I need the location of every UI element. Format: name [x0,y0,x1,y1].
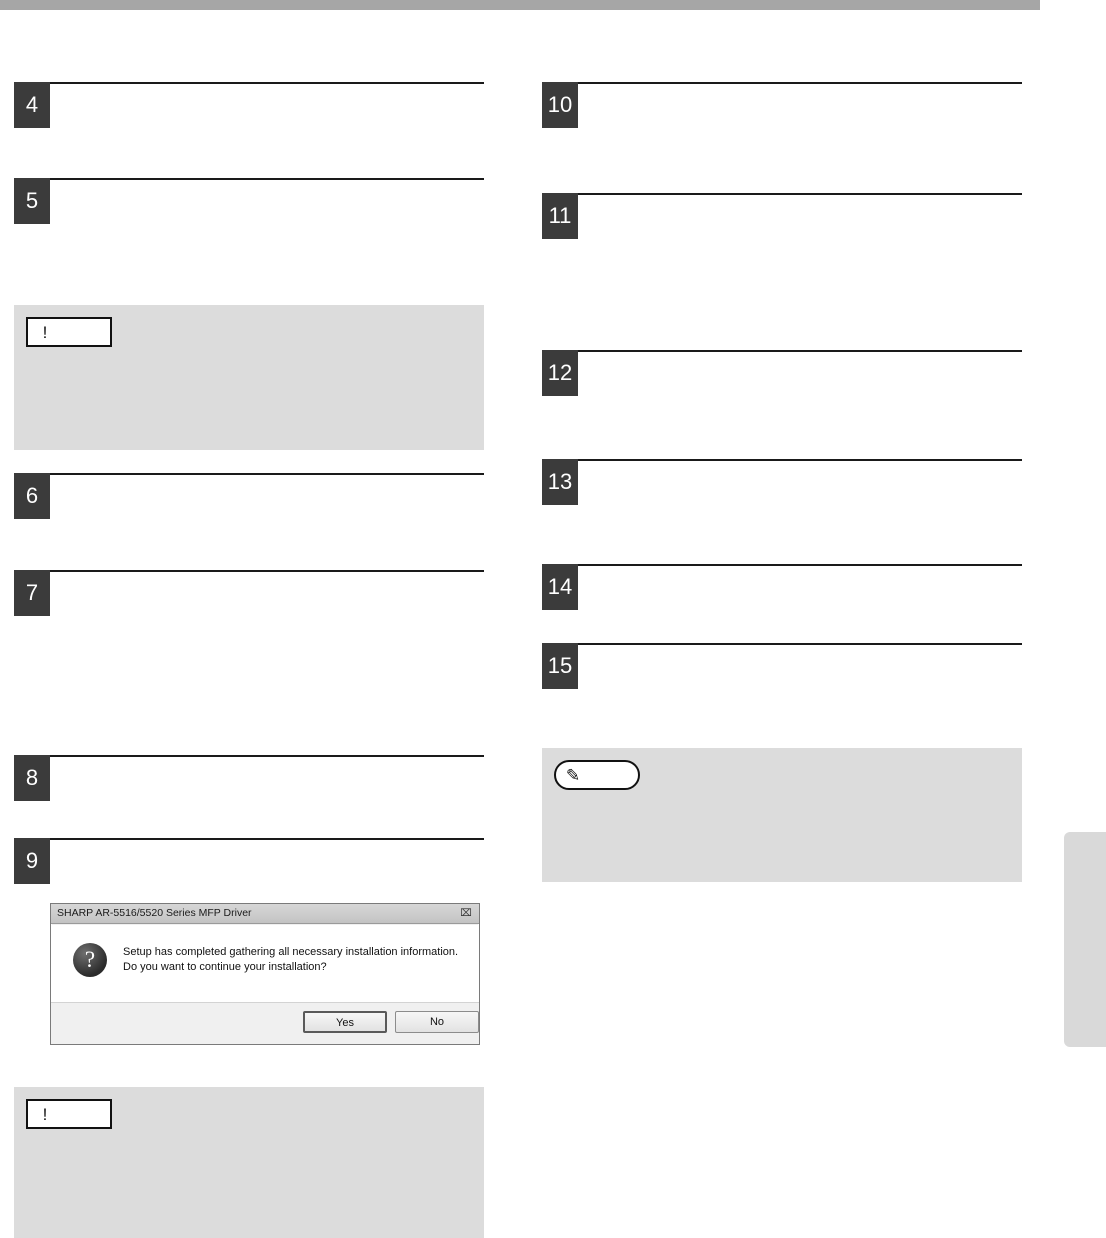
dialog-message [123,945,458,975]
step-rule [542,350,1022,352]
info-note-1 [542,748,1022,882]
step-number: 8 [14,755,50,801]
step-12 [542,350,1022,400]
step-11 [542,193,1022,243]
step-rule [14,838,484,840]
step-rule [542,82,1022,84]
yes-button[interactable]: Yes [303,1011,387,1033]
exclamation-icon: ! [42,1105,48,1124]
page-side-tab [1064,832,1106,1047]
note-badge [554,760,640,790]
step-6 [14,473,484,523]
page-header-band [0,0,1106,10]
page-header-band-gap [1040,0,1106,10]
step-number: 15 [542,643,578,689]
pencil-icon: ✎ [565,766,581,785]
question-icon: ? [73,943,107,977]
step-4 [14,82,484,132]
warning-badge [26,1099,112,1129]
step-number: 13 [542,459,578,505]
step-rule [14,178,484,180]
warning-note-1 [14,305,484,450]
step-9 [14,838,484,888]
step-rule [14,82,484,84]
step-14 [542,564,1022,614]
step-number: 9 [14,838,50,884]
warning-note-2 [14,1087,484,1238]
step-rule [14,570,484,572]
dialog-message-line1: Setup has completed gathering all necessary installation information. [123,946,459,958]
mfp-driver-dialog[interactable] [50,903,480,1045]
step-number: 14 [542,564,578,610]
step-number: 4 [14,82,50,128]
step-rule [542,459,1022,461]
step-8 [14,755,484,805]
step-number: 6 [14,473,50,519]
dialog-button-row [51,1002,479,1044]
dialog-content [51,925,479,1003]
step-rule [542,193,1022,195]
step-rule [542,643,1022,645]
dialog-titlebar [51,904,479,924]
step-5 [14,178,484,228]
step-rule [14,755,484,757]
step-15 [542,643,1022,693]
warning-badge [26,317,112,347]
no-button[interactable]: No [395,1011,479,1033]
close-icon[interactable]: ⌧ [460,908,472,919]
exclamation-icon: ! [42,323,48,342]
dialog-title: SHARP AR-5516/5520 Series MFP Driver [57,907,252,919]
step-number: 7 [14,570,50,616]
dialog-message-line2: Do you want to continue your installation? [123,961,327,973]
step-number: 10 [542,82,578,128]
step-13 [542,459,1022,509]
step-7 [14,570,484,620]
step-number: 12 [542,350,578,396]
step-rule [542,564,1022,566]
step-number: 11 [542,193,578,239]
step-rule [14,473,484,475]
step-number: 5 [14,178,50,224]
step-10 [542,82,1022,132]
